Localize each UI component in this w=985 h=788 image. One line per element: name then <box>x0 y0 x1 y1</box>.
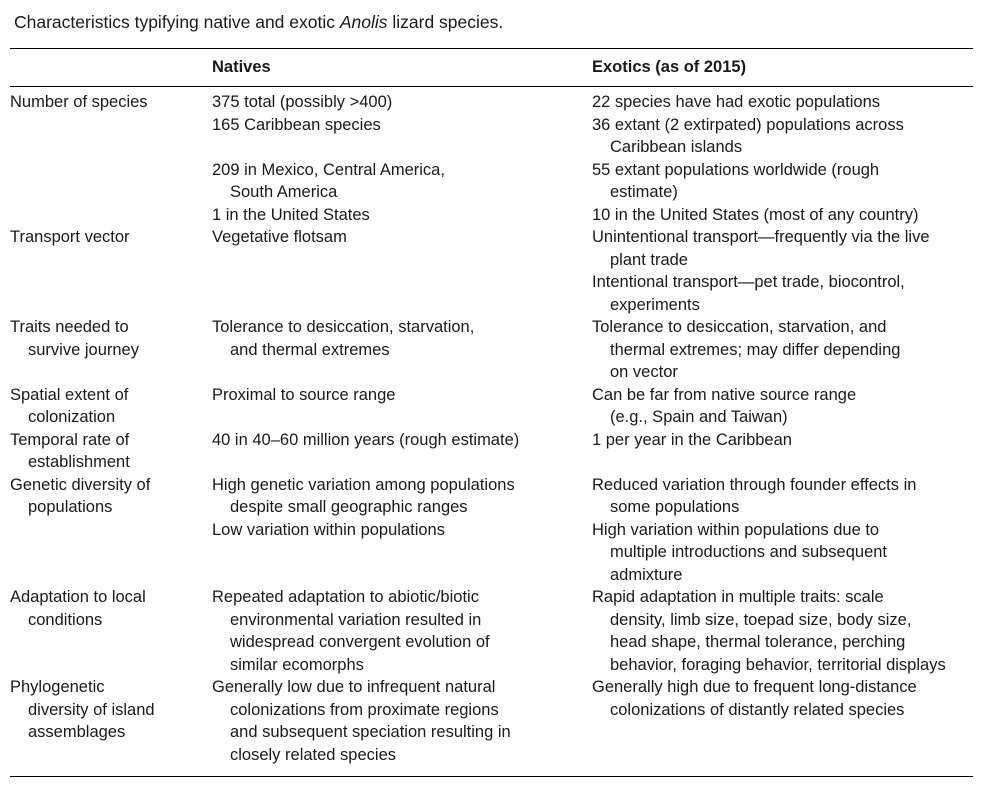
natives-cell <box>212 586 592 676</box>
exotics-cell <box>592 676 973 766</box>
cell-line: colonizations from proximate regions <box>230 700 499 719</box>
cell-line: environmental variation resulted in <box>230 610 482 629</box>
cell-line: and subsequent speciation resulting in <box>230 723 511 741</box>
exotics-cell <box>592 586 973 676</box>
row-label <box>10 91 212 226</box>
natives-cell <box>212 474 592 587</box>
cell-line: Transport vector <box>10 228 130 246</box>
cell-line: similar ecomorphs <box>230 655 364 674</box>
exotics-cell <box>592 91 973 226</box>
cell-line: High genetic variation among populations <box>212 475 515 494</box>
cell-line: widespread convergent evolution of <box>230 633 490 651</box>
cell-line: closely related species <box>230 745 396 764</box>
cell-line: 10 in the United States (most of any country) <box>592 205 919 224</box>
cell-line: despite small geographic ranges <box>230 498 468 516</box>
table-row <box>10 676 973 766</box>
cell-line: 209 in Mexico, Central America, <box>212 160 445 179</box>
row-label <box>10 474 212 587</box>
cell-line: (e.g., Spain and Taiwan) <box>610 408 788 426</box>
cell-line: 165 Caribbean species <box>212 115 381 134</box>
cell-line: 40 in 40–60 million years (rough estimate) <box>212 430 520 449</box>
cell-line: 375 total (possibly >400) <box>212 93 393 111</box>
cell-line: 22 species have had exotic populations <box>592 93 881 111</box>
cell-line: Vegetative flotsam <box>212 228 347 246</box>
cell-line: survive journey <box>28 340 139 359</box>
natives-cell <box>212 316 592 384</box>
cell-line: estimate) <box>610 183 678 201</box>
table-row <box>10 226 973 316</box>
table-row <box>10 474 973 587</box>
cell-line: on vector <box>610 363 678 381</box>
cell-line: South America <box>230 183 338 201</box>
cell-line: conditions <box>28 610 103 629</box>
cell-line: Phylogenetic <box>10 678 105 696</box>
cell-line: plant trade <box>610 250 688 269</box>
cell-line: Spatial extent of <box>10 385 129 404</box>
cell-line: 36 extant (2 extirpated) populations across <box>592 115 904 134</box>
natives-cell <box>212 91 592 226</box>
row-label <box>10 676 212 766</box>
cell-line: some populations <box>610 498 740 516</box>
header-exotics: Exotics (as of 2015) <box>592 58 747 76</box>
cell-line: colonization <box>28 408 116 426</box>
top-rule <box>10 48 973 49</box>
cell-line: density, limb size, toepad size, body size, <box>610 610 912 629</box>
natives-cell <box>212 226 592 316</box>
cell-line: Genetic diversity of <box>10 475 151 494</box>
cell-line <box>212 136 592 159</box>
caption-genus: Anolis <box>339 12 388 32</box>
cell-line: Generally high due to frequent long-distance <box>592 678 917 696</box>
cell-line: Low variation within populations <box>212 520 445 539</box>
cell-line: Tolerance to desiccation, starvation, and <box>592 318 887 336</box>
cell-line: Tolerance to desiccation, starvation, <box>212 318 475 336</box>
cell-line: High variation within populations due to <box>592 520 880 539</box>
table-row <box>10 91 973 226</box>
cell-line: populations <box>28 498 113 516</box>
table-row <box>10 316 973 384</box>
header-rule <box>10 86 973 87</box>
exotics-cell <box>592 429 973 474</box>
cell-line: experiments <box>610 295 700 314</box>
characteristics-table <box>10 91 973 766</box>
cell-line: Unintentional transport—frequently via the live <box>592 228 930 246</box>
cell-line: Can be far from native source range <box>592 385 857 404</box>
cell-line: Number of species <box>10 93 148 111</box>
cell-line: multiple introductions and subsequent <box>610 543 888 561</box>
cell-line: Traits needed to <box>10 318 129 336</box>
exotics-cell <box>592 384 973 429</box>
natives-cell <box>212 429 592 474</box>
cell-line: admixture <box>610 565 683 584</box>
cell-line: Reduced variation through founder effects in <box>592 475 917 494</box>
cell-line: Rapid adaptation in multiple traits: scale <box>592 588 884 606</box>
natives-cell <box>212 676 592 766</box>
row-label <box>10 384 212 429</box>
caption-suffix: lizard species. <box>387 12 504 32</box>
row-label <box>10 586 212 676</box>
bottom-rule <box>10 776 973 777</box>
cell-line: assemblages <box>28 723 126 741</box>
exotics-cell <box>592 316 973 384</box>
cell-line: 1 per year in the Caribbean <box>592 430 792 449</box>
cell-line: behavior, foraging behavior, territorial displays <box>610 655 946 674</box>
header-natives: Natives <box>212 58 271 76</box>
row-label <box>10 226 212 316</box>
row-label <box>10 429 212 474</box>
cell-line: and thermal extremes <box>230 340 390 359</box>
cell-line: colonizations of distantly related species <box>610 700 905 719</box>
cell-line: Repeated adaptation to abiotic/biotic <box>212 588 479 606</box>
cell-line: head shape, thermal tolerance, perching <box>610 633 906 651</box>
cell-line: Generally low due to infrequent natural <box>212 678 496 696</box>
cell-line: Adaptation to local <box>10 588 146 606</box>
exotics-cell <box>592 474 973 587</box>
natives-cell <box>212 384 592 429</box>
cell-line: Temporal rate of <box>10 430 130 449</box>
cell-line: thermal extremes; may differ depending <box>610 340 901 359</box>
table-row <box>10 384 973 429</box>
cell-line: Proximal to source range <box>212 385 396 404</box>
exotics-cell <box>592 226 973 316</box>
cell-line: 55 extant populations worldwide (rough <box>592 160 880 179</box>
cell-line: Caribbean islands <box>610 138 743 156</box>
cell-line: establishment <box>28 453 130 471</box>
table-row <box>10 429 973 474</box>
table-row <box>10 586 973 676</box>
caption-prefix: Characteristics typifying native and exotic <box>14 12 340 32</box>
row-label <box>10 316 212 384</box>
cell-line: 1 in the United States <box>212 205 370 224</box>
table-caption <box>14 12 503 33</box>
cell-line: Intentional transport—pet trade, biocontrol, <box>592 273 905 291</box>
cell-line: diversity of island <box>28 700 155 719</box>
